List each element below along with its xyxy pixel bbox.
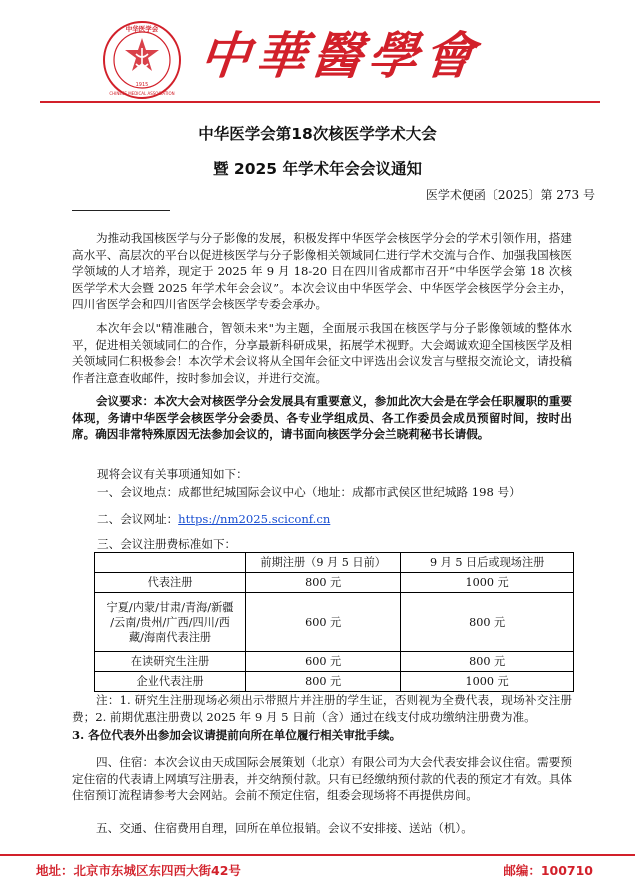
website-label: 二、会议网址： [97, 512, 179, 526]
notice-intro: 现将会议有关事项通知如下： [97, 467, 248, 481]
svg-text:中华医学会: 中华医学会 [125, 25, 159, 33]
fee-item-label: 三、会议注册费标准如下： [97, 537, 237, 551]
svg-text:1915: 1915 [135, 82, 149, 88]
footer-divider [0, 854, 635, 856]
table-header-row [95, 553, 574, 573]
venue-item: 一、会议地点：成都世纪城国际会议中心（地址：成都市武侯区世纪城路 198 号） [97, 485, 521, 499]
table-cell-early: 600 元 [246, 652, 401, 672]
table-cell-category [95, 593, 246, 652]
theme-paragraph: 本次年会以"精准融合，智领未来"为主题，全面展示我国在核医学与分子影像领域的整体水平，促进相关领域同仁的合作，分享最新科研成果，拓展学术视野。大会竭诚欢迎全国核医学及相关领域同仁积极参会！本次学术会议将从全国年会征文中评选出会议发言与壁报交流论文，请投稿作者注意查收邮件，按时参加会议，并进行交流。 [72, 321, 572, 385]
table-row [95, 573, 574, 593]
website-link[interactable]: https://nm2025.sciconf.cn [178, 512, 331, 526]
transport-item: 五、交通、住宿费用自理，回所在单位报销。会议不安排接、送站（机）。 [96, 821, 473, 835]
svg-text:CHINESE MEDICAL ASSOCIATION: CHINESE MEDICAL ASSOCIATION [109, 91, 175, 96]
table-header-cell: 前期注册（9 月 5 日前） [246, 553, 401, 573]
table-row [95, 593, 574, 652]
notice-title-line2: 暨 2025 年学术年会会议通知 [213, 160, 422, 178]
table-row [95, 672, 574, 692]
table-cell-late: 800 元 [401, 593, 574, 652]
footer-postcode: 邮编：100710 [503, 863, 593, 878]
table-cell-category: 代表注册 [95, 573, 246, 593]
table-cell-late: 1000 元 [401, 672, 574, 692]
fee-notes: 注：1. 研究生注册现场必须出示带照片并注册的学生证，否则视为全费代表，现场补交注册费；2. 前期优惠注册费以 2025 年 9 月 5 日前（含）通过在线支付成功缴纳注册费为准。 [72, 693, 572, 724]
table-cell-early: 800 元 [246, 672, 401, 692]
website-item [97, 511, 330, 528]
masthead-calligraphy: 中華醫學會 [196, 26, 484, 85]
header-divider [40, 101, 600, 103]
notice-title-line1: 中华医学会第18次核医学学术大会 [198, 125, 437, 143]
cma-seal-logo [102, 20, 182, 100]
table-cell-early: 600 元 [246, 593, 401, 652]
footer-address: 地址：北京市东城区东四西大街42号 [36, 863, 241, 878]
intro-paragraph: 为推动我国核医学与分子影像的发展，积极发挥中华医学会核医学分会的学术引领作用，搭建高水平、高层次的平台以促进核医学与分子影像相关领域同仁进行学术交流与合作、加强我国核医学领域的人才培养，现定于 2025 年 9 月 18-20 日在四川省成都市召开“中华医学会第 18 次核医学学术大会暨 2025 年学术年会会议”。本次会议由中华医学会、中华医学会核医学分会主办，四川省医学会和四川省医学会核医学专委会承办。 [72, 231, 572, 312]
table-cell-late: 800 元 [401, 652, 574, 672]
table-row [95, 652, 574, 672]
short-divider [72, 210, 170, 211]
table-header-cell [95, 553, 246, 573]
approval-note: 3. 各位代表外出参加会议请提前向所在单位履行相关审批手续。 [72, 728, 402, 742]
requirements-paragraph: 会议要求：本次大会对核医学分会发展具有重要意义，参加此次大会是在学会任职履职的重要体现，务请中华医学会核医学分会委员、各专业学组成员、各工作委员会成员预留时间，按时出席。确因非常特殊原因无法参加会议的，请书面向核医学分会兰晓莉秘书长请假。 [72, 394, 572, 442]
accommodation-item: 四、住宿：本次会议由天成国际会展策划（北京）有限公司为大会代表安排会议住宿。需要预定住宿的代表请上网填写注册表，并交纳预付款。只有已经缴纳预付款的代表的预定才有效。具体住宿预订流程请参考大会网站。会前不预定住宿，组委会现场将不再提供房间。 [72, 755, 572, 803]
category-line: 藏/海南代表注册 [128, 630, 212, 644]
category-line: 宁夏/内蒙/甘肃/青海/新疆 [106, 600, 234, 614]
table-cell-late: 1000 元 [401, 573, 574, 593]
category-line: /云南/贵州/广西/四川/西 [110, 615, 230, 629]
table-cell-early: 800 元 [246, 573, 401, 593]
registration-fee-table [94, 552, 574, 692]
table-cell-category: 企业代表注册 [95, 672, 246, 692]
table-cell-category: 在读研究生注册 [95, 652, 246, 672]
document-number: 医学术便函〔2025〕第 273 号 [425, 188, 595, 202]
table-header-cell: 9 月 5 日后或现场注册 [401, 553, 574, 573]
